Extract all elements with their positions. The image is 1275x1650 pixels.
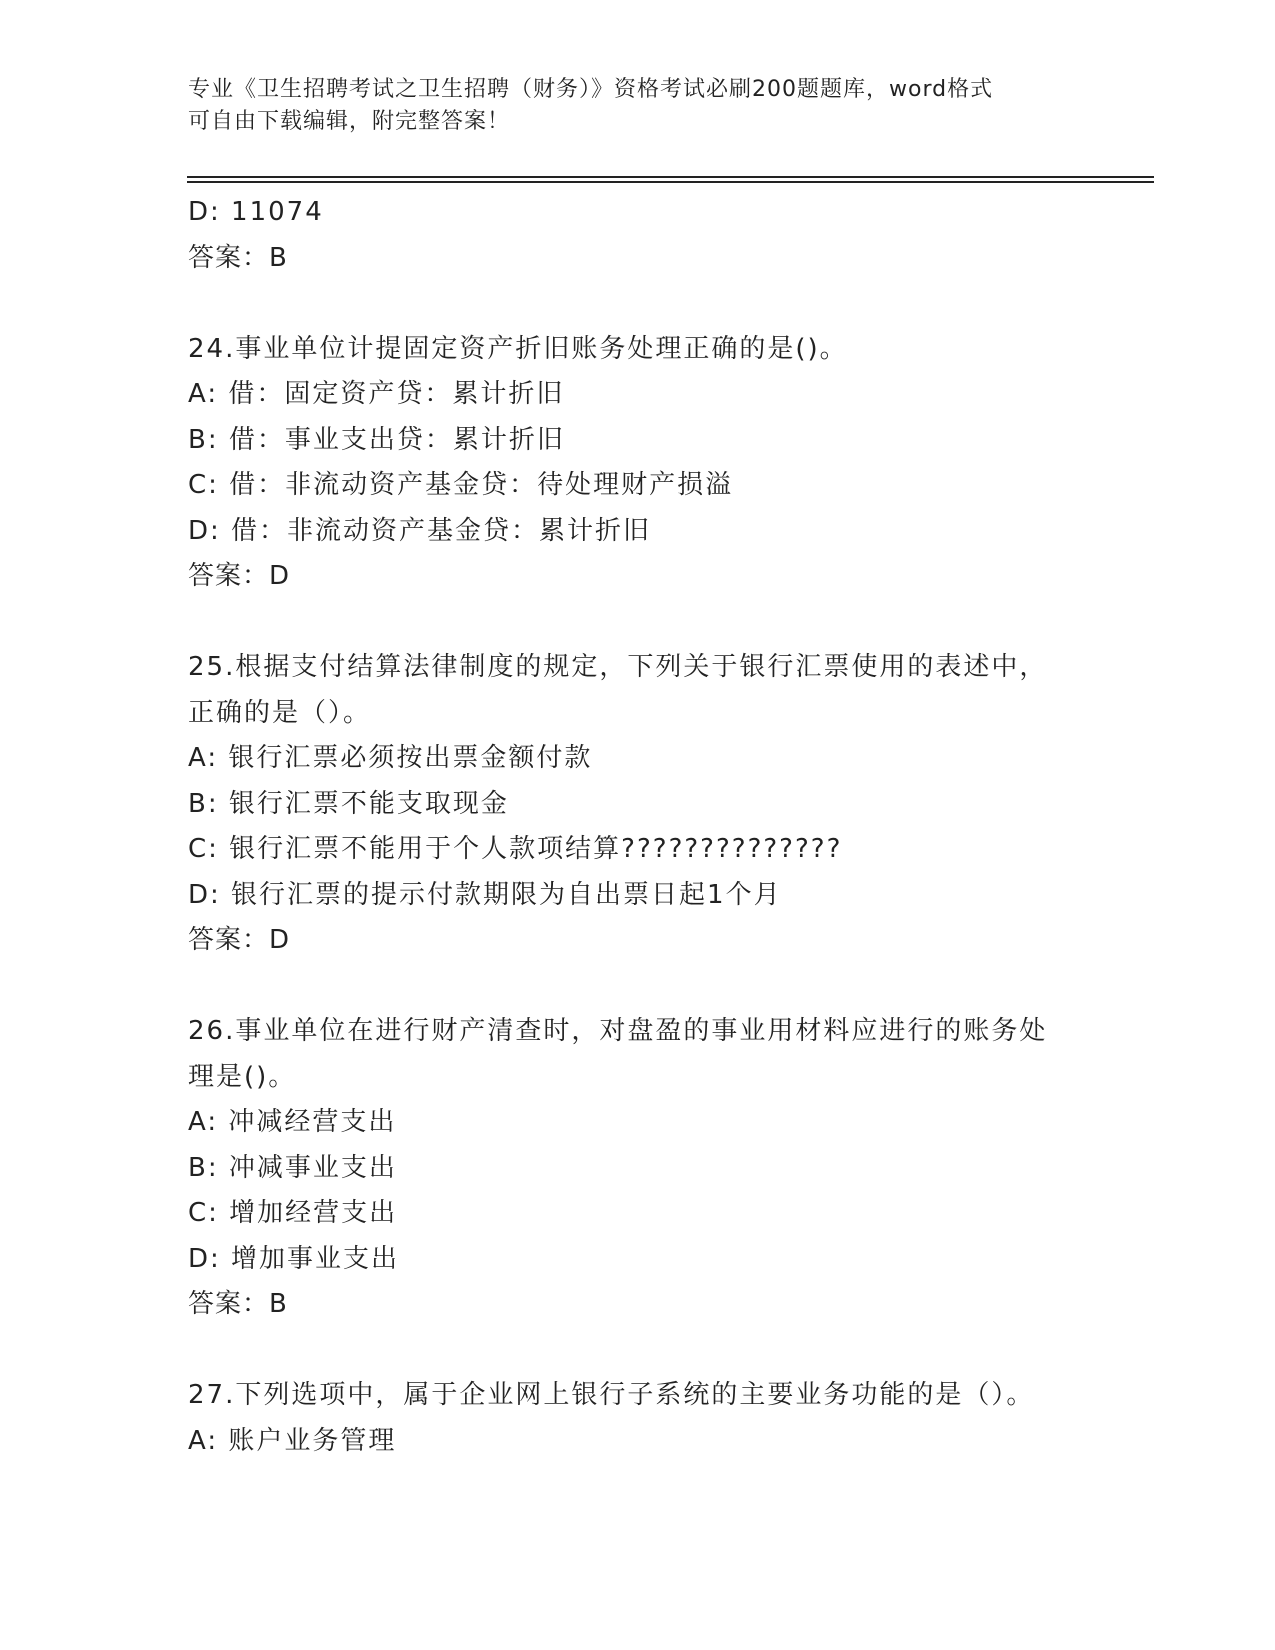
answer: 答案：B	[188, 1289, 288, 1319]
question-stem-continued: 理是()。	[188, 1061, 297, 1092]
option-d: D: 借：非流动资产基金贷：累计折旧	[188, 515, 652, 546]
option-a: A: 冲减经营支出	[188, 1107, 397, 1137]
header-divider-top	[187, 176, 1154, 178]
spacer	[188, 964, 1088, 1010]
prev-answer: 答案：B	[188, 242, 288, 273]
question-stem: 25.根据支付结算法律制度的规定，下列关于银行汇票使用的表述中，	[188, 652, 1048, 682]
option-c: C: 增加经营支出	[188, 1198, 398, 1228]
header-title-line-1: 专业《卫生招聘考试之卫生招聘（财务）》资格考试必刷200题题库，word格式	[188, 77, 994, 102]
question-stem: 26.事业单位在进行财产清查时，对盘盈的事业用材料应进行的账务处	[188, 1016, 1048, 1046]
option-a: A: 借：固定资产贷：累计折旧	[188, 379, 565, 409]
option-d: D: 增加事业支出	[188, 1243, 400, 1274]
answer: 答案：D	[188, 561, 291, 591]
question-stem: 27.下列选项中，属于企业网上银行子系统的主要业务功能的是（）。	[188, 1380, 1035, 1410]
option-a: A: 银行汇票必须按出票金额付款	[188, 743, 593, 773]
question-stem: 24.事业单位计提固定资产折旧账务处理正确的是()。	[188, 333, 848, 364]
option-c: C: 借：非流动资产基金贷：待处理财产损溢	[188, 470, 734, 500]
question-25	[188, 645, 1088, 964]
prev-option-d: D: 11074	[188, 197, 324, 227]
option-b: B: 借：事业支出贷：累计折旧	[188, 424, 565, 455]
option-b: B: 银行汇票不能支取现金	[188, 788, 509, 819]
question-list	[188, 190, 1088, 1464]
option-c: C: 银行汇票不能用于个人款项结算??????????????	[188, 834, 843, 864]
question-stem-continued: 正确的是（）。	[188, 697, 372, 728]
option-d: D: 银行汇票的提示付款期限为自出票日起1个月	[188, 879, 782, 910]
page-header	[188, 74, 1068, 138]
header-title-line-2: 可自由下载编辑，附完整答案！	[188, 109, 511, 134]
answer: 答案：D	[188, 925, 291, 955]
option-a: A: 账户业务管理	[188, 1425, 397, 1456]
question-24	[188, 327, 1088, 600]
question-27	[188, 1373, 1088, 1464]
option-b: B: 冲减事业支出	[188, 1152, 397, 1183]
spacer	[188, 281, 1088, 327]
spacer	[188, 600, 1088, 646]
header-divider-bottom	[187, 181, 1154, 183]
spacer	[188, 1328, 1088, 1374]
question-26	[188, 1009, 1088, 1328]
